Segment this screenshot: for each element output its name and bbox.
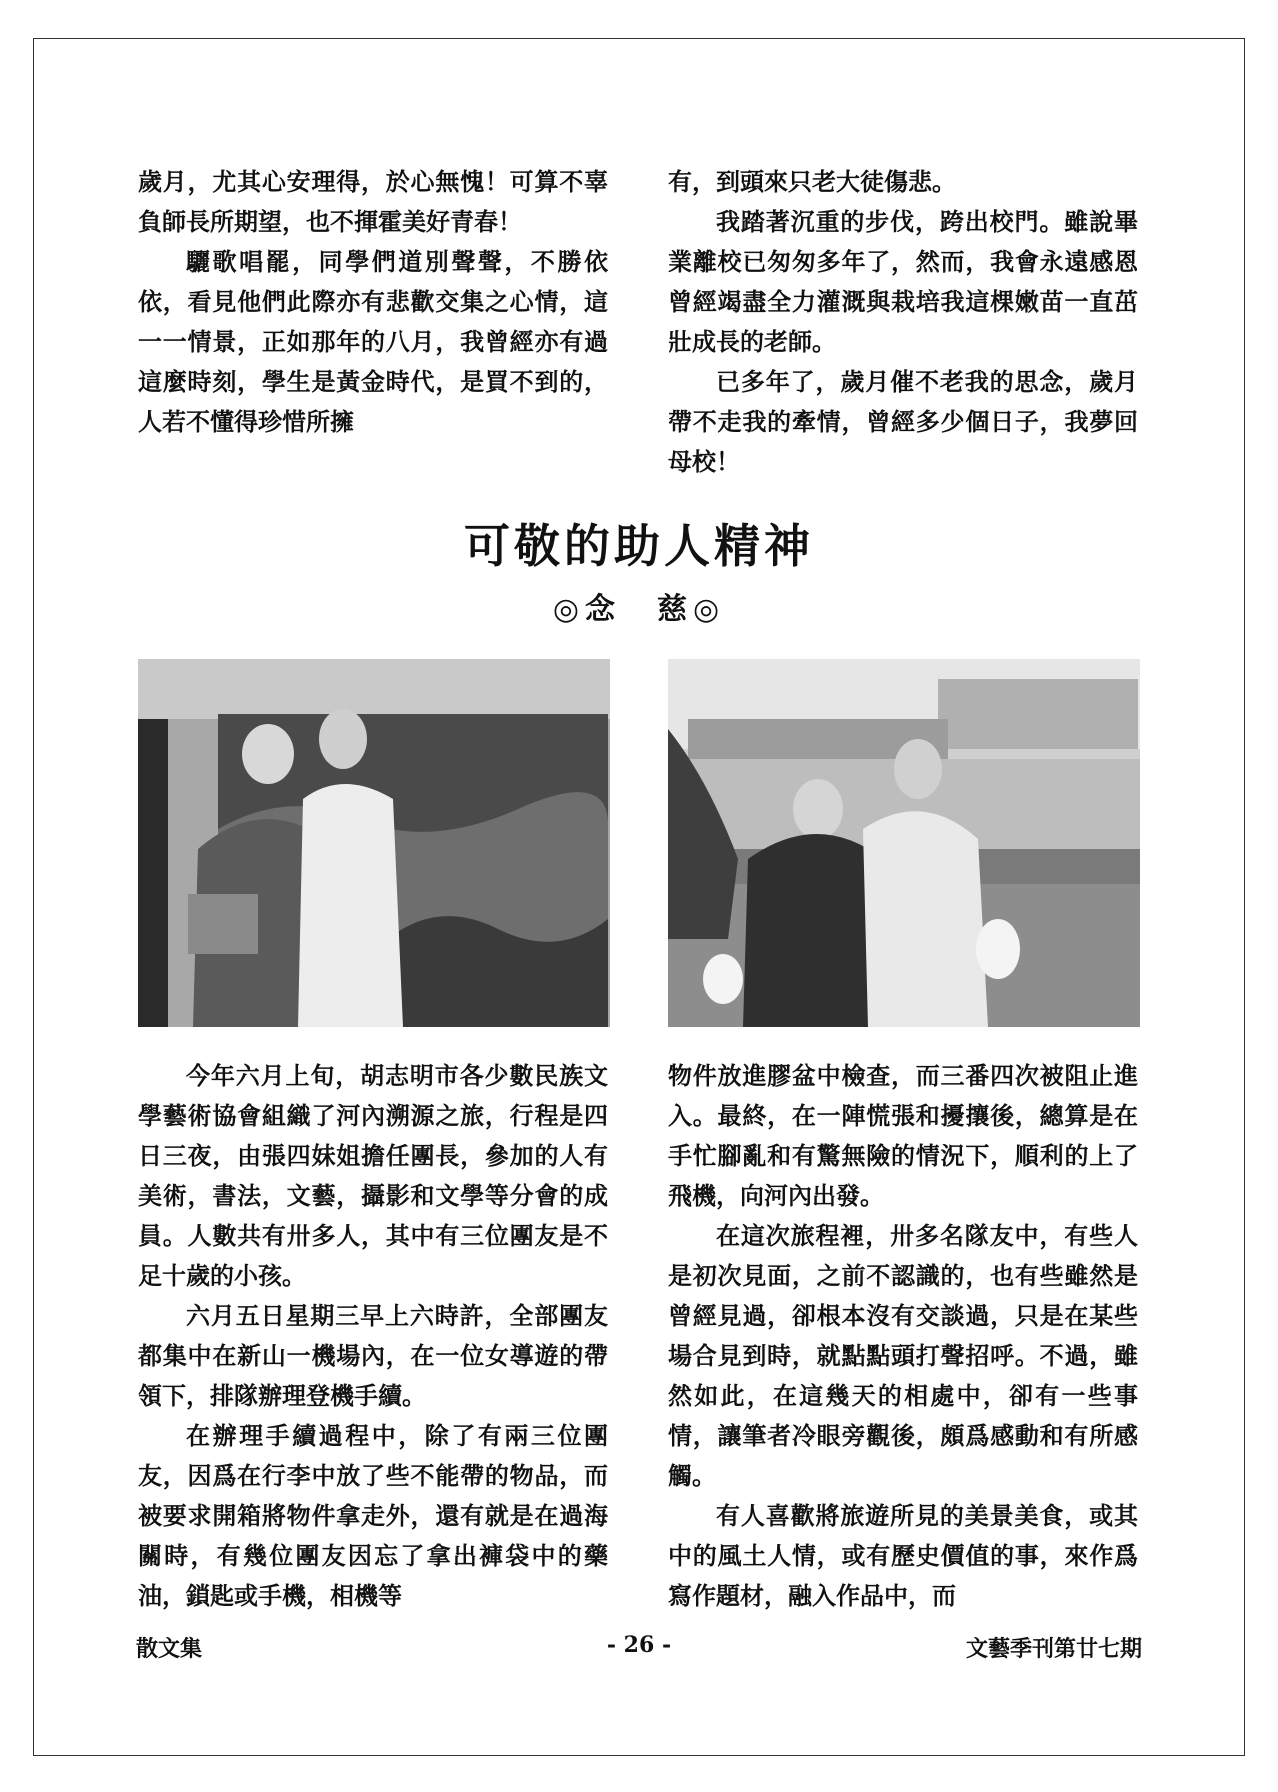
footer-publication: 文藝季刊第廿七期 [965, 1636, 1142, 1662]
paragraph: 已多年了，歲月催不老我的思念，歲月帶不走我的牽情，曾經多少個日子，我夢回母校！ [668, 367, 1138, 476]
photo-two-men-aquarium [138, 659, 610, 1027]
photo-image [138, 659, 610, 1027]
paragraph: 我踏著沉重的步伐，跨出校門。雖說畢業離校已匆匆多年了，然而，我會永遠感恩曾經竭盡全力灌溉與栽培我這棵嫩苗一直茁壯成長的老師。 [668, 207, 1138, 356]
paragraph: 驪歌唱罷，同學們道別聲聲，不勝依依，看見他們此際亦有悲歡交集之心情，這一一情景，正如那年的八月，我曾經亦有過這麼時刻，學生是黃金時代，是買不到的，人若不懂得珍惜所擁 [138, 247, 608, 436]
top-left-column [138, 162, 608, 442]
paragraph: 六月五日星期三早上六時許，全部團友都集中在新山一機場內，在一位女導遊的帶領下，排隊辦理登機手續。 [138, 1301, 608, 1410]
article-author: ◎念 慈◎ [552, 592, 726, 627]
footer-section-name: 散文集 [136, 1636, 203, 1662]
article-title: 可敬的助人精神 [464, 519, 814, 573]
article-right-column [668, 1056, 1138, 1616]
paragraph: 物件放進膠盆中檢查，而三番四次被阻止進入。最終，在一陣慌張和擾攘後，總算是在手忙腳亂和有驚無險的情況下，順利的上了飛機，向河內出發。 [668, 1061, 1138, 1210]
article-left-column [138, 1056, 608, 1616]
photo-image [668, 659, 1140, 1027]
footer-page-number: - 26 - [606, 1632, 672, 1658]
paragraph: 在辦理手續過程中，除了有兩三位團友，因爲在行李中放了些不能帶的物品，而被要求開箱將物件拿走外，還有就是在過海關時，有幾位團友因忘了拿出褲袋中的藥油，鎖匙或手機，相機等 [138, 1421, 608, 1610]
paragraph: 在這次旅程裡，卅多名隊友中，有些人是初次見面，之前不認識的，也有些雖然是曾經見過，卻根本沒有交談過，只是在某些場合見到時，就點點頭打聲招呼。不過，雖然如此，在這幾天的相處中，卻有一些事情，讓筆者冷眼旁觀後，頗爲感動和有所感觸。 [668, 1221, 1138, 1490]
paragraph: 有人喜歡將旅遊所見的美景美食，或其中的風土人情，或有歷史價值的事，來作爲寫作題材，融入作品中，而 [668, 1501, 1138, 1610]
paragraph: 今年六月上旬，胡志明市各少數民族文學藝術協會組織了河內溯源之旅，行程是四日三夜，由張四妹姐擔任團長，參加的人有美術，書法，文藝，攝影和文學等分會的成員。人數共有卅多人，其中有三位團友是不足十歲的小孩。 [138, 1061, 608, 1290]
paragraph: 歲月，尤其心安理得，於心無愧！可算不辜負師長所期望，也不揮霍美好青春！ [138, 167, 608, 236]
paragraph: 有，到頭來只老大徒傷悲。 [668, 167, 956, 196]
photo-two-men-harbor [668, 659, 1140, 1027]
top-right-column [668, 162, 1138, 482]
